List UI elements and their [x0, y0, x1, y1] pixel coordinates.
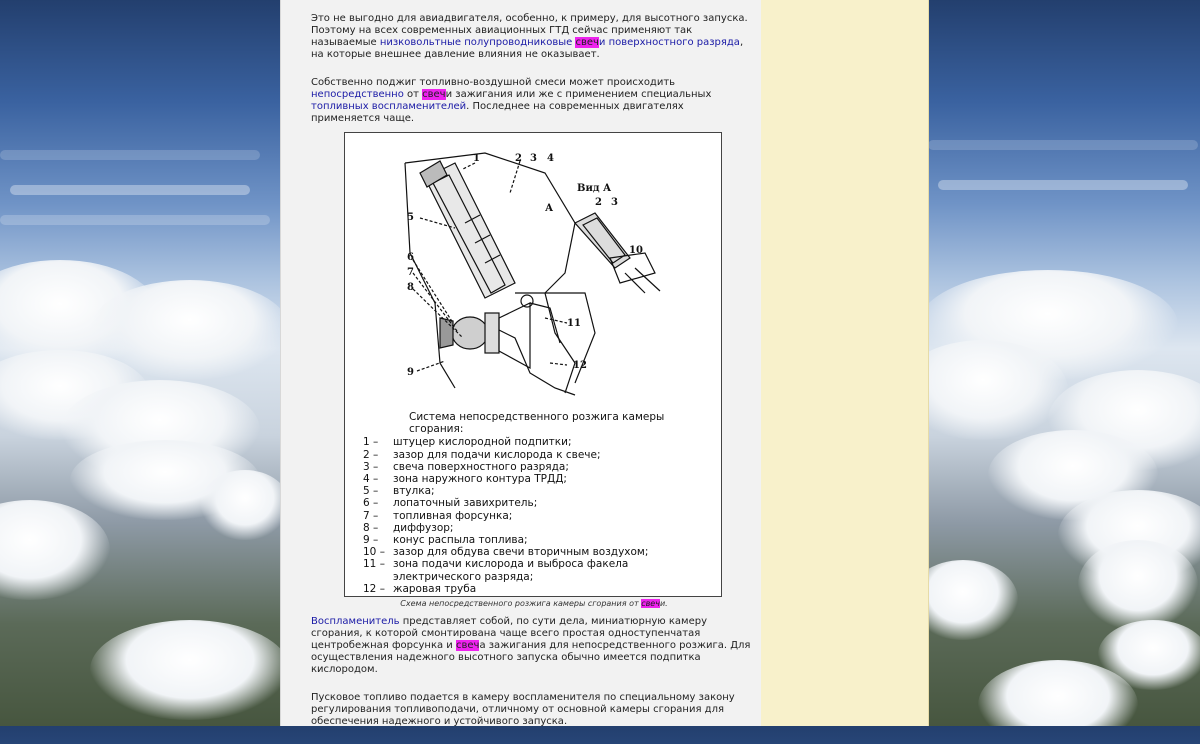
figure-caption: Схема непосредственного розжига камеры сгорания от свечи. — [400, 599, 668, 608]
legend-row: 4 – зона наружного контура ТРДД; — [363, 473, 567, 486]
callout-9: 9 — [407, 367, 414, 378]
legend-row: 12 – жаровая труба — [363, 582, 477, 595]
figure-legend — [363, 411, 713, 595]
view-callout-2: 2 — [595, 197, 602, 208]
legend-row: 8 – диффузор; — [363, 521, 454, 534]
legend-row: 2 – зазор для подачи кислорода к свече; — [363, 448, 601, 461]
link-igniter[interactable]: Воспламенитель — [311, 616, 400, 627]
callout-2: 2 — [515, 153, 522, 164]
right-sidebar-panel — [760, 0, 929, 726]
view-callout-3: 3 — [611, 197, 618, 208]
callout-4: 4 — [547, 153, 554, 164]
callout-12: 12 — [573, 360, 587, 371]
search-highlight: свеч — [455, 640, 480, 651]
legend-row: 10 – зазор для обдува свечи вторичным воздухом; — [363, 546, 649, 559]
legend-row: 3 – свеча поверхностного разряда; — [363, 460, 569, 473]
paragraph-3: Воспламенитель представляет собой, по сути дела, миниатюрную камеру сгорания, к которой смонтирована чаще всего простая одноступенчатая центробежная форсунка и свеча зажигания для непосредственного розжига. Для осуществления надежного высотного запуска обычно имеется подпитка кислородом. — [311, 616, 751, 675]
paragraph-2: Собственно поджиг топливно-воздушной смеси может происходить непосредственно от свечи зажигания или же с применением специальных топливных воспламенителей. Последнее на современных двигателях применяется чаще. — [311, 77, 712, 124]
callout-6: 6 — [407, 252, 414, 263]
callout-8: 8 — [407, 282, 414, 293]
legend-row: 9 – конус распыла топлива; — [363, 534, 528, 547]
legend-row: 7 – топливная форсунка; — [363, 509, 513, 522]
callout-11: 11 — [567, 318, 581, 329]
legend-row: 6 – лопаточный завихритель; — [363, 497, 538, 510]
link-low-voltage-plugs[interactable]: низковольтные полупроводниковые свечи поверхностного разряда — [379, 37, 740, 48]
callout-5: 5 — [407, 212, 414, 223]
callout-7: 7 — [407, 267, 414, 278]
paragraph-1: Это не выгодно для авиадвигателя, особенно, к примеру, для высотного запуска. Поэтому на всех современных авиационных ГТД сейчас применяют так называемые низковольтные полупроводниковые свечи поверхностного разряда, на которые внешнее давление влияния не оказывает. — [311, 13, 748, 60]
article-content-lower — [311, 616, 751, 744]
legend-title: Система непосредственного розжига камеры сгорания: — [409, 411, 665, 436]
legend-row: 5 – втулка; — [363, 485, 435, 498]
legend-row: 11 – зона подачи кислорода и выброса факела электрического разряда; — [363, 558, 629, 583]
callout-1: 1 — [473, 153, 480, 164]
view-a-label: Вид А — [577, 183, 612, 194]
ignition-diagram-figure — [344, 132, 722, 597]
article-content — [311, 13, 751, 141]
callout-3: 3 — [530, 153, 537, 164]
legend-row: 1 – штуцер кислородной подпитки; — [363, 436, 572, 449]
paragraph-4: Пусковое топливо подается в камеру воспламенителя по специальному закону регулирования топливоподачи, отличному от основной камеры сгорания для обеспечения надежного и устойчивого запуска. — [311, 692, 735, 727]
view-callout-10: 10 — [629, 245, 643, 256]
search-highlight: свеч — [422, 89, 446, 100]
background-sky-left — [0, 0, 280, 726]
article-page — [280, 0, 761, 726]
link-fuel-igniters[interactable]: топливных воспламенителей — [311, 101, 467, 112]
link-directly[interactable]: непосредственно — [311, 89, 404, 100]
letter-a-label: А — [545, 203, 554, 214]
background-sky-right — [928, 0, 1200, 726]
